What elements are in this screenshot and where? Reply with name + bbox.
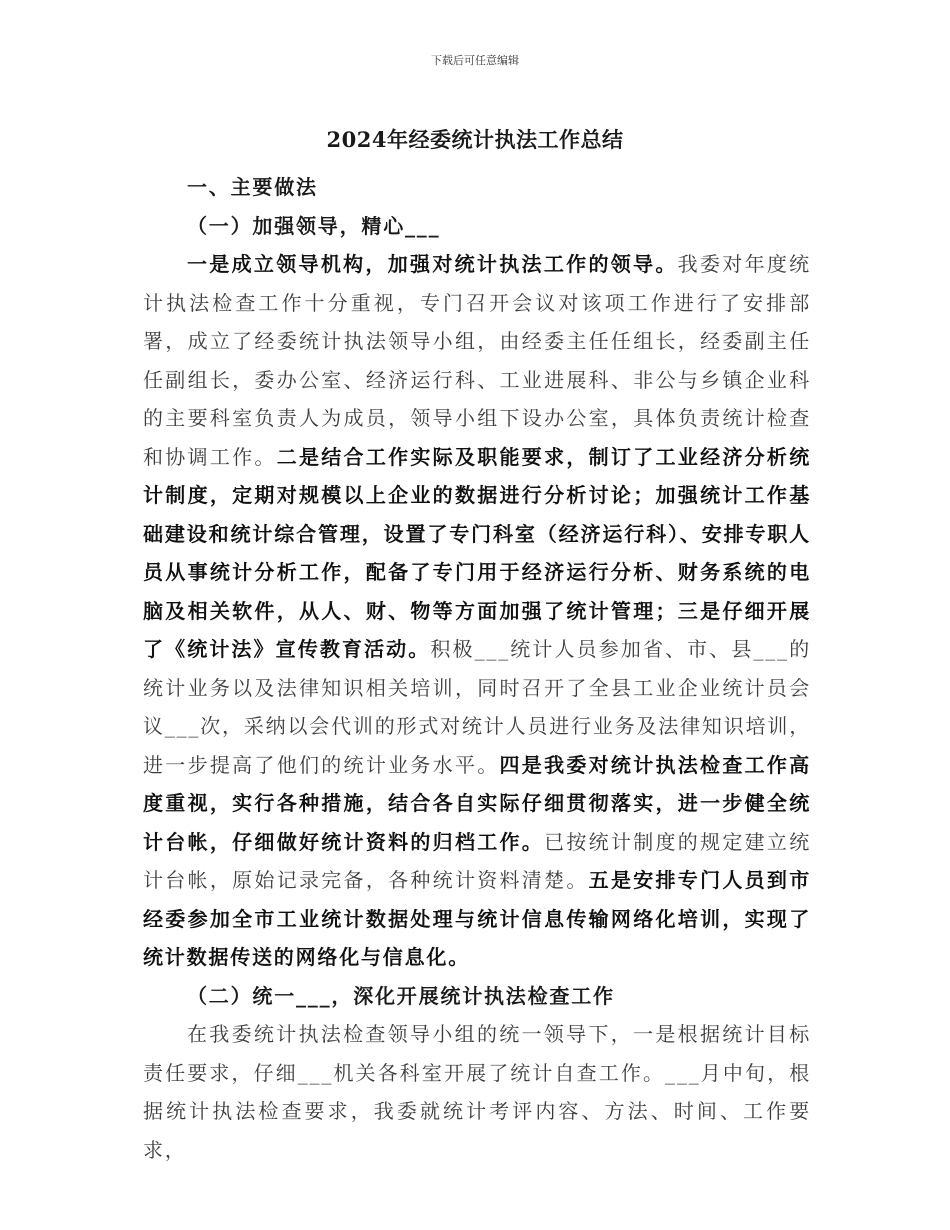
subsection-heading-2: （二）统一___，深化开展统计执法检查工作 bbox=[187, 983, 615, 1008]
document-title: 2024年经委统计执法工作总结 bbox=[326, 127, 624, 152]
document-body bbox=[143, 168, 811, 1169]
bold-text: 二是结合工作实际及职能要求，制订了工业经济分析统计制度，定期对规模以上企业的数据进行分析讨论；加强统计工作基础建设和统计综合管理，设置了专门科室（经济运行科）、安排专职人员从事统计分析工作，配备了专门用于经济运行分析、财务系统的电脑及相关软件，从人、财、物等方面加强了统计管理；三是仔细开展了《统计法》宣传教育活动。 bbox=[143, 444, 811, 661]
subsection-heading-1: （一）加强领导，精心___ bbox=[187, 213, 441, 238]
paragraph-1 bbox=[143, 245, 811, 977]
section-heading: 一、主要做法 bbox=[187, 175, 318, 199]
bold-text: 一是成立领导机构，加强对统计执法工作的领导。 bbox=[187, 252, 678, 276]
body-text: 我委对年度统计执法检查工作十分重视，专门召开会议对该项工作进行了安排部署，成立了经委统计执法领导小组，由经委主任任组长，经委副主任任副组长，委办公室、经济运行科、工业进展科、非公与乡镇企业科的主要科室负责人为成员，领导小组下设办公室，具体负责统计检查和协调工作。 bbox=[143, 252, 811, 469]
bold-text: 四是我委对统计执法检查工作高度重视，实行各种措施，结合各自实际仔细贯彻落实，进一步健全统计台帐，仔细做好统计资料的归档工作。 bbox=[143, 752, 811, 854]
bold-text: 五是安排专门人员到市经委参加全市工业统计数据处理与统计信息传输网络化培训，实现了统计数据传送的网络化与信息化。 bbox=[143, 868, 812, 969]
page-header-note: 下载后可任意编辑 bbox=[431, 54, 519, 67]
paragraph-2: 在我委统计执法检查领导小组的统一领导下，一是根据统计目标责任要求，仔细___机关各科室开展了统计自查工作。___月中旬，根据统计执法检查要求，我委就统计考评内容、方法、时间、工作要求， bbox=[143, 1022, 811, 1162]
body-text: 已按统计制度的规定建立统计台帐，原始记录完备，各种统计资料清楚。 bbox=[143, 829, 811, 892]
body-text: 积极___统计人员参加省、市、县___的统计业务以及法律知识相关培训，同时召开了全县工业企业统计员会议___次，采纳以会代训的形式对统计人员进行业务及法律知识培训，进一步提高了他们的统计业务水平。 bbox=[143, 637, 811, 777]
